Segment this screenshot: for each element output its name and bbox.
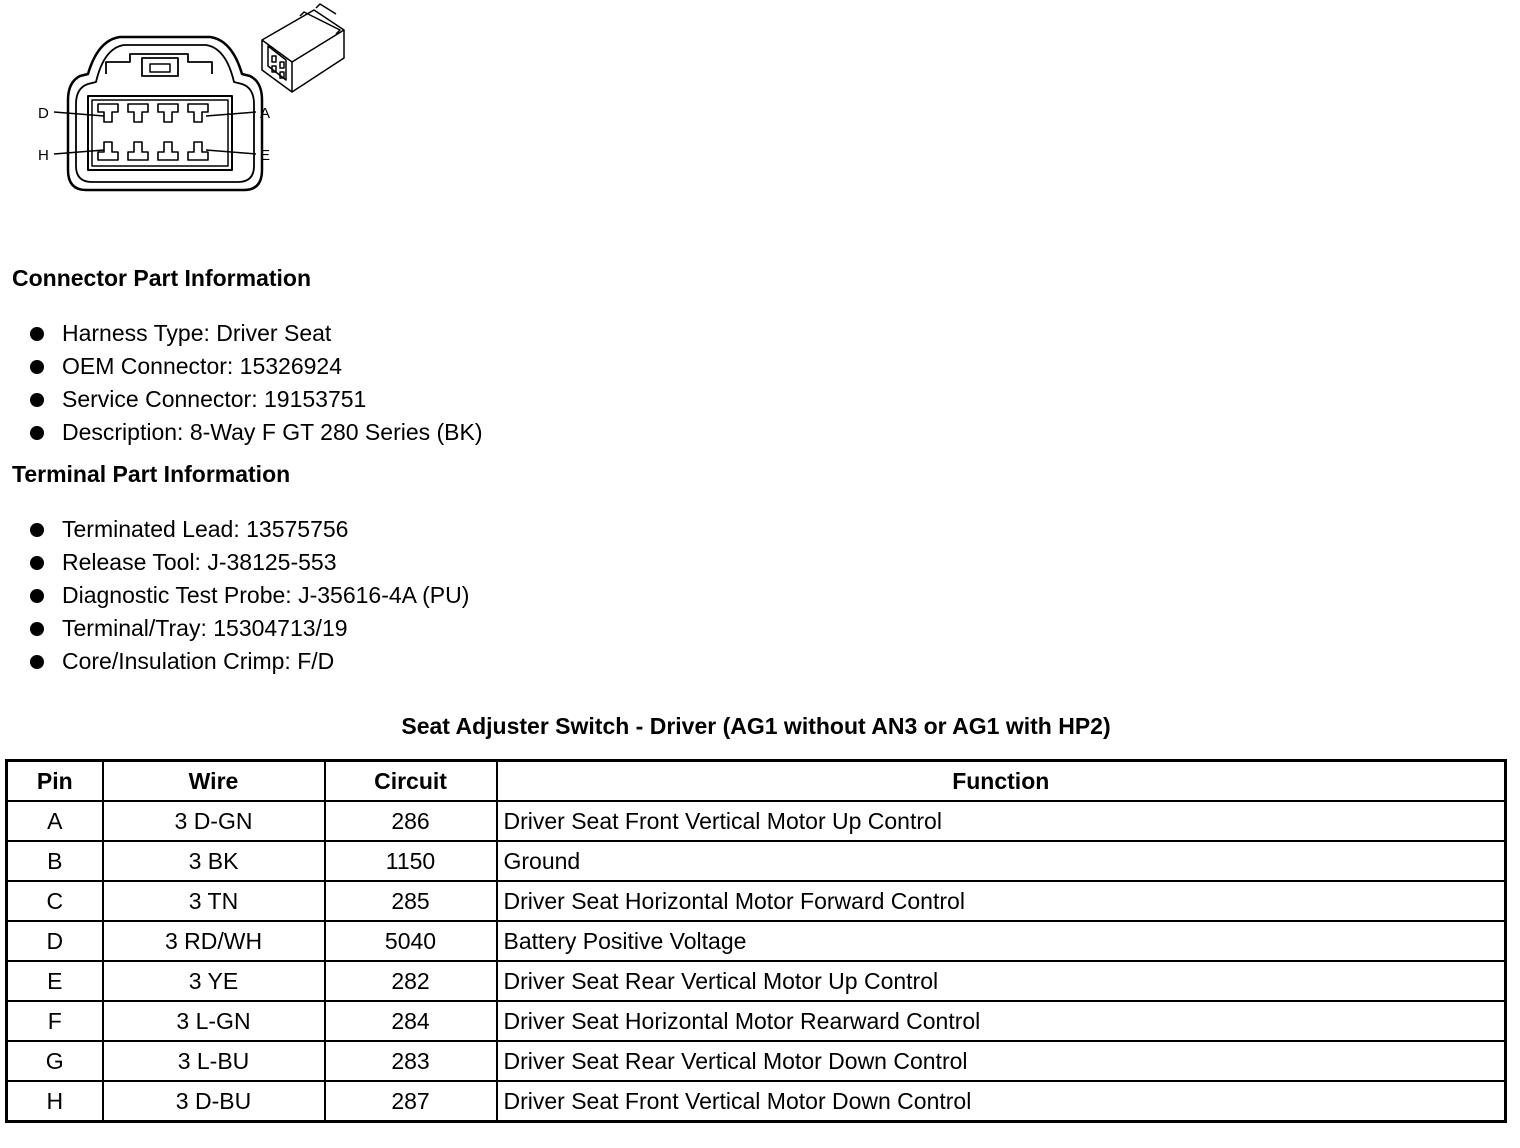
- cell-pin: B: [7, 841, 103, 881]
- cell-circuit: 283: [325, 1041, 497, 1081]
- cell-wire: 3 YE: [103, 961, 325, 1001]
- list-item: Service Connector: 19153751: [28, 383, 483, 416]
- table-row: [7, 1001, 1506, 1041]
- cell-function: Battery Positive Voltage: [497, 921, 1506, 961]
- cell-circuit: 282: [325, 961, 497, 1001]
- connector-info-list: [28, 317, 483, 449]
- cell-pin: E: [7, 961, 103, 1001]
- header-function: Function: [497, 761, 1506, 802]
- cell-function: Driver Seat Rear Vertical Motor Up Control: [497, 961, 1506, 1001]
- cell-pin: F: [7, 1001, 103, 1041]
- table-row: [7, 961, 1506, 1001]
- terminal-info-list: [28, 513, 469, 678]
- table-row: [7, 801, 1506, 841]
- cell-function: Driver Seat Front Vertical Motor Up Control: [497, 801, 1506, 841]
- bullet-icon: [30, 556, 44, 570]
- table-row: [7, 1041, 1506, 1081]
- cell-pin: D: [7, 921, 103, 961]
- table-header-row: [7, 761, 1506, 802]
- bullet-icon: [30, 523, 44, 537]
- cell-wire: 3 L-BU: [103, 1041, 325, 1081]
- cell-pin: A: [7, 801, 103, 841]
- cell-function: Driver Seat Horizontal Motor Forward Control: [497, 881, 1506, 921]
- cell-function: Driver Seat Horizontal Motor Rearward Control: [497, 1001, 1506, 1041]
- cell-pin: H: [7, 1081, 103, 1122]
- cell-circuit: 285: [325, 881, 497, 921]
- list-item: OEM Connector: 15326924: [28, 350, 483, 383]
- connector-3d-icon: [262, 4, 344, 92]
- list-item: Description: 8-Way F GT 280 Series (BK): [28, 416, 483, 449]
- cell-circuit: 286: [325, 801, 497, 841]
- cell-pin: G: [7, 1041, 103, 1081]
- table-row: [7, 921, 1506, 961]
- pin-label-h: H: [38, 147, 49, 164]
- bullet-icon: [30, 589, 44, 603]
- cell-circuit: 284: [325, 1001, 497, 1041]
- connector-info-title: Connector Part Information: [12, 265, 312, 291]
- cell-wire: 3 BK: [103, 841, 325, 881]
- bullet-icon: [30, 655, 44, 669]
- cell-pin: C: [7, 881, 103, 921]
- bullet-icon: [30, 393, 44, 407]
- pin-label-e: E: [260, 147, 271, 164]
- cell-function: Ground: [497, 841, 1506, 881]
- cell-wire: 3 D-GN: [103, 801, 325, 841]
- pin-table-title: Seat Adjuster Switch - Driver (AG1 without AN3 or AG1 with HP2): [401, 713, 1111, 739]
- bullet-icon: [30, 426, 44, 440]
- header-wire: Wire: [103, 761, 325, 802]
- list-item: Harness Type: Driver Seat: [28, 317, 483, 350]
- table-row: [7, 841, 1506, 881]
- list-item: Core/Insulation Crimp: F/D: [28, 645, 469, 678]
- header-circuit: Circuit: [325, 761, 497, 802]
- pin-label-d: D: [38, 105, 49, 122]
- bullet-icon: [30, 327, 44, 341]
- table-row: [7, 881, 1506, 921]
- bullet-icon: [30, 360, 44, 374]
- cell-circuit: 1150: [325, 841, 497, 881]
- cell-circuit: 5040: [325, 921, 497, 961]
- header-pin: Pin: [7, 761, 103, 802]
- list-item: Terminal/Tray: 15304713/19: [28, 612, 469, 645]
- pin-table: [5, 759, 1507, 1123]
- connector-face-diagram: [0, 0, 380, 210]
- cell-wire: 3 D-BU: [103, 1081, 325, 1122]
- cell-wire: 3 RD/WH: [103, 921, 325, 961]
- list-item: Release Tool: J-38125-553: [28, 546, 469, 579]
- pin-label-a: A: [260, 105, 271, 122]
- cell-wire: 3 TN: [103, 881, 325, 921]
- cell-function: Driver Seat Front Vertical Motor Down Control: [497, 1081, 1506, 1122]
- cell-circuit: 287: [325, 1081, 497, 1122]
- terminal-info-title: Terminal Part Information: [12, 461, 291, 487]
- list-item: Terminated Lead: 13575756: [28, 513, 469, 546]
- list-item: Diagnostic Test Probe: J-35616-4A (PU): [28, 579, 469, 612]
- cell-function: Driver Seat Rear Vertical Motor Down Control: [497, 1041, 1506, 1081]
- bullet-icon: [30, 622, 44, 636]
- table-row: [7, 1081, 1506, 1122]
- cell-wire: 3 L-GN: [103, 1001, 325, 1041]
